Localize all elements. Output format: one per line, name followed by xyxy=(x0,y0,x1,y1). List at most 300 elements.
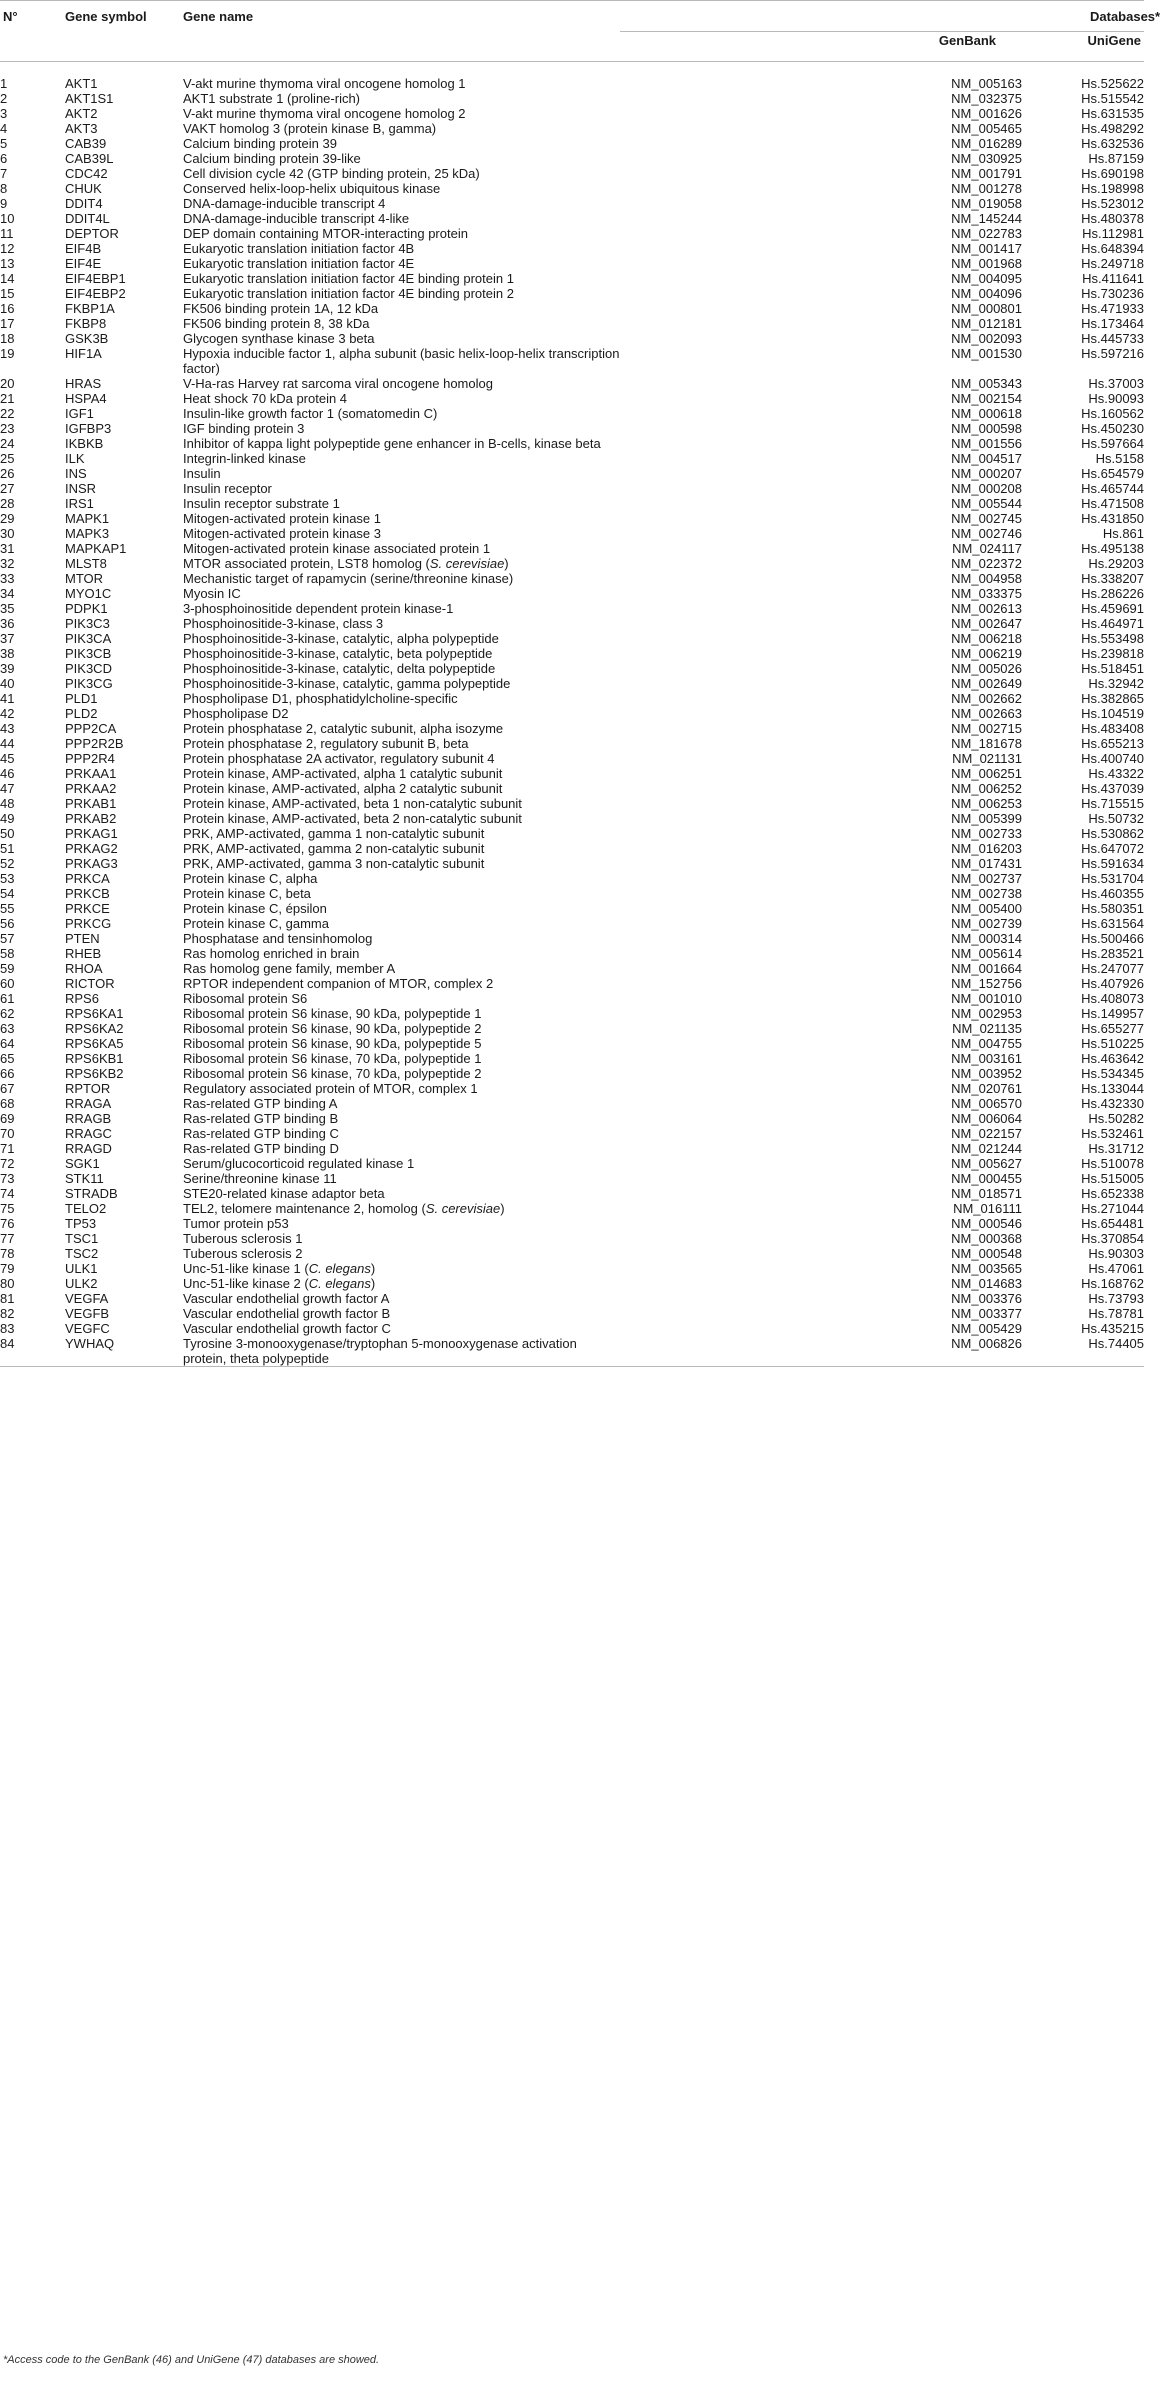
unigene-id: Hs.648394 xyxy=(1081,241,1145,256)
gene-symbol: PRKCA xyxy=(65,871,110,886)
table-row xyxy=(0,1276,1144,1291)
genbank-id: NM_000598 xyxy=(951,421,1022,436)
gene-name: Vascular endothelial growth factor C xyxy=(183,1321,391,1336)
row-number: 39 xyxy=(0,661,15,676)
gene-name: Eukaryotic translation initiation factor 4E binding protein 1 xyxy=(183,271,514,286)
table-row xyxy=(0,571,1144,586)
genbank-id: NM_001664 xyxy=(951,961,1022,976)
genbank-id: NM_005400 xyxy=(951,901,1022,916)
header-name: Gene name xyxy=(183,9,254,24)
table-row xyxy=(0,1036,1144,1051)
genbank-id: NM_000314 xyxy=(951,931,1022,946)
unigene-id: Hs.463642 xyxy=(1081,1051,1145,1066)
table-row xyxy=(0,706,1144,721)
table-row xyxy=(0,1216,1144,1231)
row-number: 41 xyxy=(0,691,15,706)
unigene-id: Hs.460355 xyxy=(1081,886,1145,901)
gene-symbol: PRKAB1 xyxy=(65,796,117,811)
table-row xyxy=(0,91,1144,106)
genbank-id: NM_003161 xyxy=(951,1051,1022,1066)
row-number: 69 xyxy=(0,1111,15,1126)
genbank-id: NM_002647 xyxy=(951,616,1022,631)
row-number: 56 xyxy=(0,916,15,931)
row-number: 8 xyxy=(0,181,8,196)
row-number: 66 xyxy=(0,1066,15,1081)
gene-name: Calcium binding protein 39-like xyxy=(183,151,361,166)
gene-symbol: PIK3C3 xyxy=(65,616,110,631)
gene-symbol: PPP2CA xyxy=(65,721,117,736)
row-number: 37 xyxy=(0,631,15,646)
unigene-id: Hs.500466 xyxy=(1081,931,1145,946)
unigene-id: Hs.37003 xyxy=(1088,376,1145,391)
row-number: 27 xyxy=(0,481,15,496)
gene-name: TEL2, telomere maintenance 2, homolog (S. cerevisiae) xyxy=(183,1201,505,1216)
gene-symbol: MAPKAP1 xyxy=(65,541,127,556)
genbank-id: NM_000455 xyxy=(951,1171,1022,1186)
unigene-id: Hs.112981 xyxy=(1082,226,1145,241)
unigene-id: Hs.149957 xyxy=(1081,1006,1145,1021)
row-number: 29 xyxy=(0,511,15,526)
gene-symbol: PRKAB2 xyxy=(65,811,117,826)
row-number: 48 xyxy=(0,796,15,811)
unigene-id: Hs.370854 xyxy=(1081,1231,1145,1246)
unigene-id: Hs.407926 xyxy=(1081,976,1145,991)
table-row xyxy=(0,751,1144,766)
unigene-id: Hs.530862 xyxy=(1081,826,1145,841)
row-number: 25 xyxy=(0,451,15,466)
gene-symbol: AKT1S1 xyxy=(65,91,114,106)
table-row xyxy=(0,271,1144,286)
row-number: 23 xyxy=(0,421,15,436)
gene-name: Mitogen-activated protein kinase 1 xyxy=(183,511,382,526)
gene-name: DEP domain containing MTOR-interacting protein xyxy=(183,226,468,241)
unigene-id: Hs.597216 xyxy=(1081,346,1145,361)
row-number: 58 xyxy=(0,946,15,961)
genbank-id: NM_021135 xyxy=(952,1021,1022,1036)
genbank-id: NM_005163 xyxy=(951,76,1022,91)
unigene-id: Hs.87159 xyxy=(1088,151,1145,166)
row-number: 79 xyxy=(0,1261,15,1276)
genbank-id: NM_014683 xyxy=(951,1276,1022,1291)
row-number: 15 xyxy=(0,286,15,301)
row-number: 4 xyxy=(0,121,8,136)
row-number: 16 xyxy=(0,301,15,316)
gene-symbol: PDPK1 xyxy=(65,601,108,616)
unigene-id: Hs.74405 xyxy=(1022,1336,1144,1367)
gene-symbol: AKT1 xyxy=(65,76,98,91)
gene-symbol: RHEB xyxy=(65,946,102,961)
gene-symbol: PRKCE xyxy=(65,901,110,916)
gene-name: Phosphoinositide-3-kinase, catalytic, gamma polypeptide xyxy=(183,676,511,691)
row-number: 72 xyxy=(0,1156,15,1171)
table-row xyxy=(0,1156,1144,1171)
unigene-id: Hs.498292 xyxy=(1081,121,1145,136)
gene-symbol: FKBP8 xyxy=(65,316,107,331)
table-row xyxy=(0,631,1144,646)
gene-name: Inhibitor of kappa light polypeptide gene enhancer in B-cells, kinase beta xyxy=(183,436,601,451)
unigene-id: Hs.173464 xyxy=(1081,316,1145,331)
row-number: 31 xyxy=(0,541,15,556)
gene-name: Ras homolog enriched in brain xyxy=(183,946,360,961)
gene-name: Protein kinase C, alpha xyxy=(183,871,318,886)
table-row xyxy=(0,496,1144,511)
genbank-id: NM_002662 xyxy=(951,691,1022,706)
unigene-id: Hs.29203 xyxy=(1088,556,1145,571)
gene-name: Insulin xyxy=(183,466,221,481)
unigene-id: Hs.580351 xyxy=(1081,901,1145,916)
genbank-id: NM_005399 xyxy=(951,811,1022,826)
gene-symbol: RPS6KA1 xyxy=(65,1006,124,1021)
genbank-id: NM_145244 xyxy=(951,211,1022,226)
unigene-id: Hs.133044 xyxy=(1081,1081,1145,1096)
gene-name: Phosphoinositide-3-kinase, catalytic, alpha polypeptide xyxy=(183,631,499,646)
gene-symbol: PRKCB xyxy=(65,886,110,901)
row-number: 60 xyxy=(0,976,15,991)
gene-symbol: PPP2R4 xyxy=(65,751,115,766)
genbank-id: NM_003565 xyxy=(951,1261,1022,1276)
genbank-id: NM_002739 xyxy=(951,916,1022,931)
row-number: 3 xyxy=(0,106,8,121)
genbank-id: NM_006253 xyxy=(951,796,1022,811)
gene-symbol: CAB39L xyxy=(65,151,114,166)
table-row xyxy=(0,946,1144,961)
gene-symbol: PRKAA1 xyxy=(65,766,117,781)
gene-name: V-Ha-ras Harvey rat sarcoma viral oncogene homolog xyxy=(183,376,493,391)
genbank-id: NM_002738 xyxy=(951,886,1022,901)
unigene-id: Hs.73793 xyxy=(1088,1291,1145,1306)
table-row xyxy=(0,106,1144,121)
unigene-id: Hs.553498 xyxy=(1081,631,1145,646)
header-genbank: GenBank xyxy=(620,32,1022,62)
genbank-id: NM_022157 xyxy=(951,1126,1022,1141)
unigene-id: Hs.861 xyxy=(1102,526,1145,541)
gene-name: Tuberous sclerosis 1 xyxy=(183,1231,303,1246)
table-row xyxy=(0,796,1144,811)
genbank-id: NM_022783 xyxy=(951,226,1022,241)
unigene-id: Hs.597664 xyxy=(1081,436,1145,451)
gene-symbol: GSK3B xyxy=(65,331,109,346)
gene-symbol: CAB39 xyxy=(65,136,107,151)
genbank-id: NM_002746 xyxy=(951,526,1022,541)
genbank-id: NM_021131 xyxy=(952,751,1022,766)
gene-symbol: PIK3CD xyxy=(65,661,112,676)
footnote: *Access code to the GenBank (46) and UniGene (47) databases are showed. xyxy=(3,2354,380,2366)
genbank-id: NM_004517 xyxy=(951,451,1022,466)
unigene-id: Hs.465744 xyxy=(1081,481,1145,496)
gene-name: Protein phosphatase 2, regulatory subunit B, beta xyxy=(183,736,469,751)
row-number: 49 xyxy=(0,811,15,826)
unigene-id: Hs.632536 xyxy=(1081,136,1145,151)
table-row xyxy=(0,1021,1144,1036)
gene-symbol: PIK3CB xyxy=(65,646,112,661)
genbank-id: NM_005343 xyxy=(951,376,1022,391)
table-row xyxy=(0,301,1144,316)
genbank-id: NM_152756 xyxy=(951,976,1022,991)
row-number: 45 xyxy=(0,751,15,766)
gene-symbol: RPS6KA2 xyxy=(65,1021,124,1036)
row-number: 7 xyxy=(0,166,8,181)
row-number: 28 xyxy=(0,496,15,511)
gene-symbol: SGK1 xyxy=(65,1156,100,1171)
table-row xyxy=(0,736,1144,751)
genbank-id: NM_005429 xyxy=(951,1321,1022,1336)
gene-symbol: RPS6KB1 xyxy=(65,1051,124,1066)
row-number: 30 xyxy=(0,526,15,541)
table-row xyxy=(0,1291,1144,1306)
row-number: 55 xyxy=(0,901,15,916)
row-number: 50 xyxy=(0,826,15,841)
genbank-id: NM_004095 xyxy=(951,271,1022,286)
genbank-id: NM_004958 xyxy=(951,571,1022,586)
gene-name: Calcium binding protein 39 xyxy=(183,136,337,151)
row-number: 42 xyxy=(0,706,15,721)
row-number: 71 xyxy=(0,1141,15,1156)
table-row xyxy=(0,1231,1144,1246)
row-number: 43 xyxy=(0,721,15,736)
gene-symbol: RPS6 xyxy=(65,991,99,1006)
genbank-id: NM_000548 xyxy=(951,1246,1022,1261)
table-row xyxy=(0,451,1144,466)
unigene-id: Hs.647072 xyxy=(1081,841,1145,856)
unigene-id: Hs.450230 xyxy=(1081,421,1145,436)
genbank-id: NM_019058 xyxy=(951,196,1022,211)
genbank-id: NM_006251 xyxy=(951,766,1022,781)
gene-name: VAKT homolog 3 (protein kinase B, gamma) xyxy=(183,121,437,136)
header-databases xyxy=(620,1,1160,32)
gene-name: Myosin IC xyxy=(183,586,241,601)
gene-symbol: PIK3CA xyxy=(65,631,112,646)
gene-name: PRK, AMP-activated, gamma 3 non-catalytic subunit xyxy=(183,856,485,871)
gene-symbol: DDIT4L xyxy=(65,211,110,226)
genbank-id: NM_001556 xyxy=(951,436,1022,451)
unigene-id: Hs.338207 xyxy=(1081,571,1145,586)
row-number: 14 xyxy=(0,271,15,286)
gene-name: Phosphoinositide-3-kinase, catalytic, delta polypeptide xyxy=(183,661,496,676)
unigene-id: Hs.168762 xyxy=(1081,1276,1145,1291)
unigene-id: Hs.531704 xyxy=(1081,871,1145,886)
genbank-id: NM_006826 xyxy=(620,1336,1022,1367)
row-number: 5 xyxy=(0,136,8,151)
table-row xyxy=(0,916,1144,931)
gene-name: Ribosomal protein S6 kinase, 90 kDa, polypeptide 2 xyxy=(183,1021,482,1036)
unigene-id: Hs.160562 xyxy=(1081,406,1145,421)
unigene-id: Hs.515542 xyxy=(1081,91,1145,106)
unigene-id: Hs.432330 xyxy=(1081,1096,1145,1111)
table-row xyxy=(0,1126,1144,1141)
gene-name: V-akt murine thymoma viral oncogene homolog 1 xyxy=(183,76,466,91)
gene-name: STE20-related kinase adaptor beta xyxy=(183,1186,385,1201)
unigene-id: Hs.510078 xyxy=(1081,1156,1145,1171)
genbank-id: NM_002154 xyxy=(951,391,1022,406)
gene-name: Protein kinase, AMP-activated, beta 1 non-catalytic subunit xyxy=(183,796,522,811)
header-unigene: UniGene xyxy=(1022,32,1144,62)
unigene-id: Hs.411641 xyxy=(1082,271,1145,286)
gene-symbol: PIK3CG xyxy=(65,676,113,691)
gene-symbol: MAPK3 xyxy=(65,526,110,541)
table-row xyxy=(0,466,1144,481)
table-row xyxy=(0,121,1144,136)
table-row xyxy=(0,856,1144,871)
table-row xyxy=(0,721,1144,736)
unigene-id: Hs.239818 xyxy=(1081,646,1145,661)
header-no: N° xyxy=(3,9,18,24)
genbank-id: NM_001010 xyxy=(951,991,1022,1006)
gene-name: Insulin-like growth factor 1 (somatomedin C) xyxy=(183,406,438,421)
gene-symbol: HSPA4 xyxy=(65,391,107,406)
genbank-id: NM_021244 xyxy=(951,1141,1022,1156)
unigene-id: Hs.631564 xyxy=(1081,916,1145,931)
table-row xyxy=(0,1141,1144,1156)
genbank-id: NM_001278 xyxy=(951,181,1022,196)
gene-name: Protein phosphatase 2A activator, regulatory subunit 4 xyxy=(183,751,495,766)
genbank-id: NM_002093 xyxy=(951,331,1022,346)
unigene-id: Hs.459691 xyxy=(1081,601,1145,616)
unigene-id: Hs.286226 xyxy=(1081,586,1145,601)
row-number: 83 xyxy=(0,1321,15,1336)
unigene-id: Hs.523012 xyxy=(1081,196,1145,211)
unigene-id: Hs.50732 xyxy=(1088,811,1145,826)
gene-name: Tuberous sclerosis 2 xyxy=(183,1246,303,1261)
unigene-id: Hs.654481 xyxy=(1081,1216,1145,1231)
unigene-id: Hs.283521 xyxy=(1081,946,1145,961)
genbank-id: NM_000368 xyxy=(951,1231,1022,1246)
gene-name: Protein kinase, AMP-activated, alpha 2 catalytic subunit xyxy=(183,781,503,796)
unigene-id: Hs.90093 xyxy=(1088,391,1145,406)
genbank-id: NM_016111 xyxy=(953,1201,1022,1216)
genbank-id: NM_000546 xyxy=(951,1216,1022,1231)
gene-name: Protein kinase C, beta xyxy=(183,886,311,901)
gene-name: Tumor protein p53 xyxy=(183,1216,289,1231)
table-row xyxy=(0,76,1144,91)
table-row xyxy=(0,931,1144,946)
gene-name: Ribosomal protein S6 kinase, 90 kDa, polypeptide 1 xyxy=(183,1006,482,1021)
unigene-id: Hs.480378 xyxy=(1081,211,1145,226)
gene-symbol: TP53 xyxy=(65,1216,97,1231)
row-number: 78 xyxy=(0,1246,15,1261)
gene-symbol: TSC2 xyxy=(65,1246,99,1261)
row-number: 73 xyxy=(0,1171,15,1186)
unigene-id: Hs.50282 xyxy=(1088,1111,1145,1126)
gene-name: Serine/threonine kinase 11 xyxy=(183,1171,337,1186)
table-row xyxy=(0,616,1144,631)
gene-name: Eukaryotic translation initiation factor 4E xyxy=(183,256,415,271)
gene-symbol: CHUK xyxy=(65,181,102,196)
header-databases-label: Databases* xyxy=(1090,9,1160,24)
gene-symbol: AKT3 xyxy=(65,121,98,136)
row-number: 76 xyxy=(0,1216,15,1231)
row-number: 21 xyxy=(0,391,15,406)
genbank-id: NM_006252 xyxy=(951,781,1022,796)
row-number: 18 xyxy=(0,331,15,346)
row-number: 9 xyxy=(0,196,8,211)
unigene-id: Hs.408073 xyxy=(1081,991,1145,1006)
genbank-id: NM_003376 xyxy=(951,1291,1022,1306)
gene-name: AKT1 substrate 1 (proline-rich) xyxy=(183,91,361,106)
gene-symbol: VEGFA xyxy=(65,1291,109,1306)
row-number: 35 xyxy=(0,601,15,616)
unigene-id: Hs.104519 xyxy=(1081,706,1145,721)
unigene-id: Hs.655277 xyxy=(1081,1021,1145,1036)
table-row xyxy=(0,316,1144,331)
genbank-id: NM_002649 xyxy=(951,676,1022,691)
gene-name: Serum/glucocorticoid regulated kinase 1 xyxy=(183,1156,415,1171)
gene-name: Protein kinase, AMP-activated, beta 2 non-catalytic subunit xyxy=(183,811,522,826)
gene-name: Ribosomal protein S6 kinase, 70 kDa, polypeptide 1 xyxy=(183,1051,482,1066)
table-row xyxy=(0,1006,1144,1021)
table-row xyxy=(0,1081,1144,1096)
gene-symbol: IKBKB xyxy=(65,436,104,451)
gene-symbol: ILK xyxy=(65,451,85,466)
table-row xyxy=(0,286,1144,301)
unigene-id: Hs.591634 xyxy=(1081,856,1145,871)
gene-name: Conserved helix-loop-helix ubiquitous kinase xyxy=(183,181,441,196)
row-number: 44 xyxy=(0,736,15,751)
row-number: 65 xyxy=(0,1051,15,1066)
table-row xyxy=(0,871,1144,886)
unigene-id: Hs.78781 xyxy=(1088,1306,1145,1321)
unigene-id: Hs.249718 xyxy=(1081,256,1145,271)
gene-symbol: RRAGC xyxy=(65,1126,112,1141)
row-number: 62 xyxy=(0,1006,15,1021)
gene-name: Hypoxia inducible factor 1, alpha subunit (basic helix-loop-helix transcription factor) xyxy=(183,346,620,376)
unigene-id: Hs.495138 xyxy=(1081,541,1145,556)
table-row xyxy=(0,976,1144,991)
gene-symbol: TELO2 xyxy=(65,1201,107,1216)
row-number: 38 xyxy=(0,646,15,661)
unigene-id: Hs.631535 xyxy=(1081,106,1145,121)
gene-symbol: PLD1 xyxy=(65,691,98,706)
table-row xyxy=(0,991,1144,1006)
gene-symbol: PRKCG xyxy=(65,916,112,931)
genbank-id: NM_030925 xyxy=(951,151,1022,166)
row-number: 6 xyxy=(0,151,8,166)
unigene-id: Hs.32942 xyxy=(1088,676,1145,691)
gene-name: Unc-51-like kinase 1 (C. elegans) xyxy=(183,1261,376,1276)
gene-name: Heat shock 70 kDa protein 4 xyxy=(183,391,348,406)
gene-symbol: IGF1 xyxy=(65,406,94,421)
unigene-id: Hs.483408 xyxy=(1081,721,1145,736)
gene-name: MTOR associated protein, LST8 homolog (S. cerevisiae) xyxy=(183,556,509,571)
table-row xyxy=(0,676,1144,691)
unigene-id: Hs.90303 xyxy=(1088,1246,1145,1261)
genbank-id: NM_024117 xyxy=(952,541,1022,556)
gene-name: Mechanistic target of rapamycin (serine/threonine kinase) xyxy=(183,571,514,586)
table-row xyxy=(0,1246,1144,1261)
row-number: 40 xyxy=(0,676,15,691)
table-row xyxy=(0,811,1144,826)
gene-name: Ras-related GTP binding D xyxy=(183,1141,339,1156)
gene-symbol: RICTOR xyxy=(65,976,115,991)
gene-symbol: RRAGA xyxy=(65,1096,112,1111)
row-number: 32 xyxy=(0,556,15,571)
table-row xyxy=(0,226,1144,241)
gene-symbol: STRADB xyxy=(65,1186,118,1201)
genbank-id: NM_004096 xyxy=(951,286,1022,301)
table-row xyxy=(0,1171,1144,1186)
genbank-id: NM_017431 xyxy=(951,856,1022,871)
row-number: 74 xyxy=(0,1186,15,1201)
unigene-id: Hs.247077 xyxy=(1081,961,1145,976)
table-row xyxy=(0,166,1144,181)
table-row xyxy=(0,436,1144,451)
gene-symbol: EIF4EBP1 xyxy=(65,271,126,286)
header-row xyxy=(0,1,1144,32)
gene-name: Ribosomal protein S6 kinase, 70 kDa, polypeptide 2 xyxy=(183,1066,482,1081)
row-number: 11 xyxy=(0,226,14,241)
row-number: 12 xyxy=(0,241,15,256)
row-number: 26 xyxy=(0,466,15,481)
genbank-id: NM_012181 xyxy=(951,316,1022,331)
